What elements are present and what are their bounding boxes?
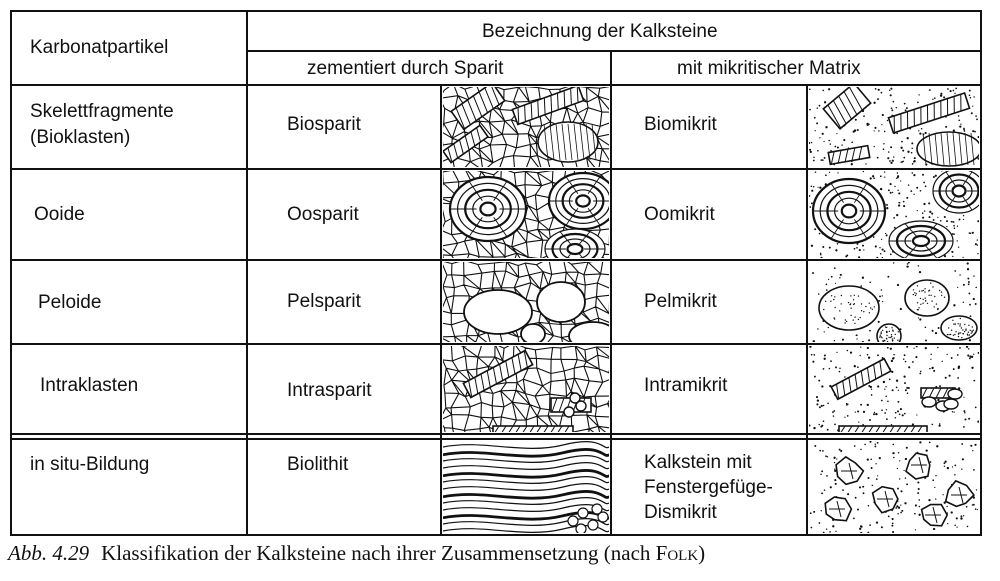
header-sparite: zementiert durch Sparit <box>307 58 504 79</box>
pelsparite-pattern-illustration <box>443 262 609 342</box>
row-4-micrite-name: Intramikrit <box>644 375 728 396</box>
caption-text: Klassifikation der Kalksteine nach ihrer Zusammensetzung (nach <box>101 541 651 565</box>
row-5-sparite-name: Biolithit <box>287 454 349 475</box>
row-1-micrite-name: Biomikrit <box>644 114 717 135</box>
oosparite-pattern-illustration <box>443 171 609 258</box>
row-3-micrite-name: Pelmikrit <box>644 291 717 312</box>
biomicrite-pattern-illustration <box>809 87 979 167</box>
row-5-micrite-line-3: Dismikrit <box>644 502 717 523</box>
biosparite-pattern-illustration <box>443 87 609 167</box>
row-5-particle: in situ-Bildung <box>30 454 150 475</box>
pelmicrite-pattern-illustration <box>809 262 979 342</box>
dismicrite-pattern-illustration <box>809 441 979 533</box>
header-particles: Karbonatpartikel <box>30 37 169 58</box>
row-5-micrite-line-2: Fenstergefüge- <box>644 477 773 498</box>
caption-author: Folk <box>655 541 699 565</box>
classification-table <box>10 10 982 536</box>
biolithite-pattern-illustration <box>443 441 609 533</box>
row-2-sparite-name: Oosparit <box>287 204 359 225</box>
row-5-micrite-line-1: Kalkstein mit <box>644 452 752 473</box>
figure-number: Abb. 4.29 <box>8 541 90 565</box>
caption-close: ) <box>698 541 706 565</box>
row-3-particle: Peloide <box>38 292 102 313</box>
row-1-sparite-name: Biosparit <box>287 114 361 135</box>
row-4-sparite-name: Intrasparit <box>287 380 372 401</box>
figure-caption <box>8 541 705 566</box>
row-2-micrite-name: Oomikrit <box>644 204 715 225</box>
intrasparite-pattern-illustration <box>443 346 609 432</box>
intramicrite-pattern-illustration <box>809 346 979 432</box>
row-2-particle: Ooide <box>34 204 85 225</box>
row-4-particle: Intraklasten <box>40 375 139 396</box>
oomicrite-pattern-illustration <box>809 171 979 258</box>
header-limestones: Bezeichnung der Kalksteine <box>482 21 718 42</box>
row-1-particle-line-2: (Bioklasten) <box>30 127 131 148</box>
row-1-particle-line-1: Skelettfragmente <box>30 101 174 122</box>
header-micrite: mit mikritischer Matrix <box>677 58 861 79</box>
row-3-sparite-name: Pelsparit <box>287 291 361 312</box>
